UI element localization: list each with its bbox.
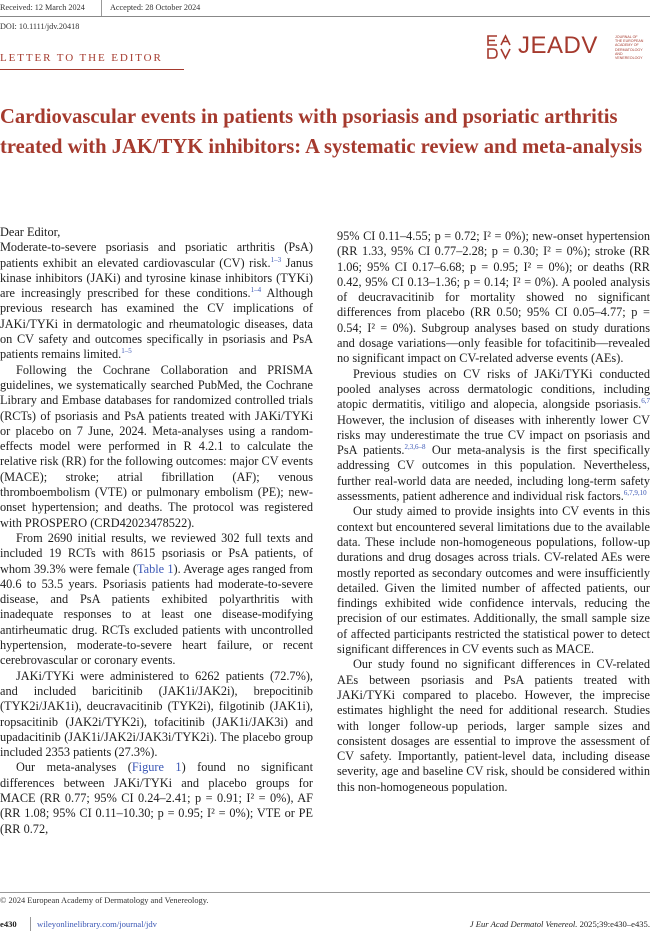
received-date: Received: 12 March 2024 [0,3,85,12]
body-paragraph [0,531,313,669]
citation-ref[interactable]: 1–3 [270,255,282,264]
citation-ref[interactable]: 6,7,9,10 [623,489,647,498]
text-run: Although previous research has examined the CV implications of JAKi/TYKi in dermatologic and rheumatologic diseases, data on CV safety and outcomes specifically in psoriasis and PsA patients remains limited. [0,286,313,362]
journal-citation [470,919,650,929]
body-paragraph: JAKi/TYKi were administered to 6262 patients (72.7%), and included baricitinib (JAK1i/JAK2i), brepocitinib (TYK2i/JAK1i), deucravacitinib (TYK2i), filgotinib (JAK1i), ropsacitinib (JAK2i/TYK2i), tofacitinib (JAK1i/JAK3i) and upadacitinib (JAK1i/JAK2i/JAK3i/TYK2i). The placebo group included 2353 patients (27.3%). [0,668,313,760]
journal-wordmark: JEADV [518,32,598,59]
doi[interactable]: DOI: 10.1111/jdv.20418 [0,22,80,31]
article-title: Cardiovascular events in patients with psoriasis and psoriatic arthritis treated with JAK/TYK inhibitors: A systematic review and meta-analysis [0,106,643,158]
text-run: Our meta-analysis is the first specifically addressing CV outcomes in this population. Nevertheless, further real-world data are needed, including long-term safety assessments, patient adherence and individual risk factors. [337,443,650,504]
text-run: ). Average ages ranged from 40.6 to 53.5 years. Psoriasis patients had moderate-to-severe disease, and PsA patients exhibited polyarthritis with inadequate responses to at least one disease-modifying antirheumatic drug. RCTs excluded patients with uncontrolled hypertension, moderate-to-severe heart failure, or recent cerebrovascular or coronary events. [0,561,313,668]
text-run: Janus kinase inhibitors (JAKi) and tyrosine kinase inhibitors (TYKi) are increasingly prescribed for these conditions. [0,255,313,301]
section-label: LETTER TO THE EDITOR [0,52,163,64]
journal-url-link[interactable]: wileyonlinelibrary.com/journal/jdv [37,919,157,929]
body-paragraph [0,760,313,836]
volume-pages: 2025;39:e430–e435. [577,919,650,929]
body-paragraph: Following the Cochrane Collaboration and PRISMA guidelines, we systematically searched PubMed, the Cochrane Library and Embase databases for randomized controlled trials (RCTs) of psoriasis and PsA patients treated with JAKi/TYKi or placebo on 7 June, 2024. Meta-analyses using a random-effects model were performed in R 4.2.1 to calculate the relative risk (RR) for the following outcomes: major CV events (MACE); stroke; atrial fibrillation (AF); venous thromboembolism (VTE) or pulmonary embolism (PE); new-onset hypertension; and deaths. The protocol was registered with PROSPERO (CRD42023478522). [0,362,313,530]
journal-logo[interactable] [486,32,646,62]
page-number: e430 [0,919,17,929]
article-dates-bar [0,0,650,16]
divider [0,16,650,17]
citation-ref[interactable]: 2,3,6–8 [404,443,426,452]
figure-link[interactable]: Figure 1 [131,760,182,775]
divider [0,892,650,893]
journal-name: J Eur Acad Dermatol Venereol. [469,919,578,929]
eadv-monogram-icon [486,34,514,60]
journal-tagline: JOURNAL OF THE EUROPEAN ACADEMY OF DERMATOLOGY AND VENEREOLOGY [615,35,644,61]
left-column [0,225,313,837]
body-paragraph: Our study found no significant differences in CV-related AEs between psoriasis and PsA patients treated with JAKi/TYKi compared to placebo. However, the imprecise estimates highlight the need for additional research. Studies with longer follow-up periods, larger sample sizes and consistent dosages are essential to improve the assessment of CV safety. Importantly, patient-level data, including disease severity, age and baseline CV risk, should be considered within this non-homogeneous population. [337,657,650,794]
divider [30,917,31,931]
text-run: However, the inclusion of diseases with inherently lower CV risks may underestimate the true CV impact on psoriasis and PsA patients. [337,412,650,458]
accepted-date: Accepted: 28 October 2024 [110,3,201,12]
text-run: Previous studies on CV risks of JAKi/TYKi conducted pooled analyses across dermatologic conditions, including atopic dermatitis, vitiligo and alopecia, alongside psoriasis. [337,366,650,412]
text-run: Our meta-analyses ( [16,760,132,775]
citation-ref[interactable]: 1–5 [121,347,132,356]
divider [101,0,102,16]
salutation: Dear Editor, [0,225,61,239]
body-paragraph: 95% CI 0.11–4.55; p = 0.72; I² = 0%); new-onset hypertension (RR 1.33, 95% CI 0.77–2.28; p = 0.30; I² = 0%); stroke (RR 1.06; 95% CI 0.17–6.68; p = 0.95; I² = 0%); or deaths (RR 0.42, 95% CI 0.13–1.36; p = 0.14; I² = 0%). A pooled analysis of deucravacitinib for mortality showed no significant differences from placebo (RR 0.50; 95% CI 0.05–4.77; p = 0.54; I² = 0%). Subgroup analyses based on study durations and dosage variations—only feasible for tofacitinib—revealed no significant impact on CV-related adverse events (AEs). [337,229,650,366]
citation-ref[interactable]: 6,7 [641,397,650,406]
body-paragraph [337,367,650,505]
citation-ref[interactable]: 1–4 [250,286,262,295]
text-run: ) found no significant differences between JAKi/TYKi and placebo groups for MACE (RR 0.77; 95% CI 0.24–2.41; p = 0.91; I² = 0%), AF (RR 1.08; 95% CI 0.11–10.30; p = 0.95; I² = 0%); VTE or PE (RR 0.72, [0,760,313,836]
right-column [337,229,650,795]
copyright-notice: © 2024 European Academy of Dermatology and Venereology. [0,896,209,905]
text-run: Moderate-to-severe psoriasis and psoriatic arthritis (PsA) patients exhibit an elevated cardiovascular (CV) risk. [0,240,313,270]
body-paragraph [0,240,313,362]
page-footer [0,917,650,933]
table-link[interactable]: Table 1 [136,561,174,576]
text-run: From 2690 initial results, we reviewed 302 full texts and included 19 RCTs with 8615 psoriasis or PsA patients, of whom 39.3% were female ( [0,530,313,576]
divider [0,69,184,70]
body-paragraph: Our study aimed to provide insights into CV events in this context but encountered several limitations due to the available data. These include non-homogeneous populations, follow-up durations and drug dosages across trials. CV-related AEs were mostly reported as secondary outcomes and were insufficiently detailed. Given the limited number of affected patients, our findings exhibited wide confidence intervals, reducing the precision of our estimates. Additionally, the small sample size of affected participants restricted the statistical power to detect significant differences in CV events such as MACE. [337,504,650,657]
